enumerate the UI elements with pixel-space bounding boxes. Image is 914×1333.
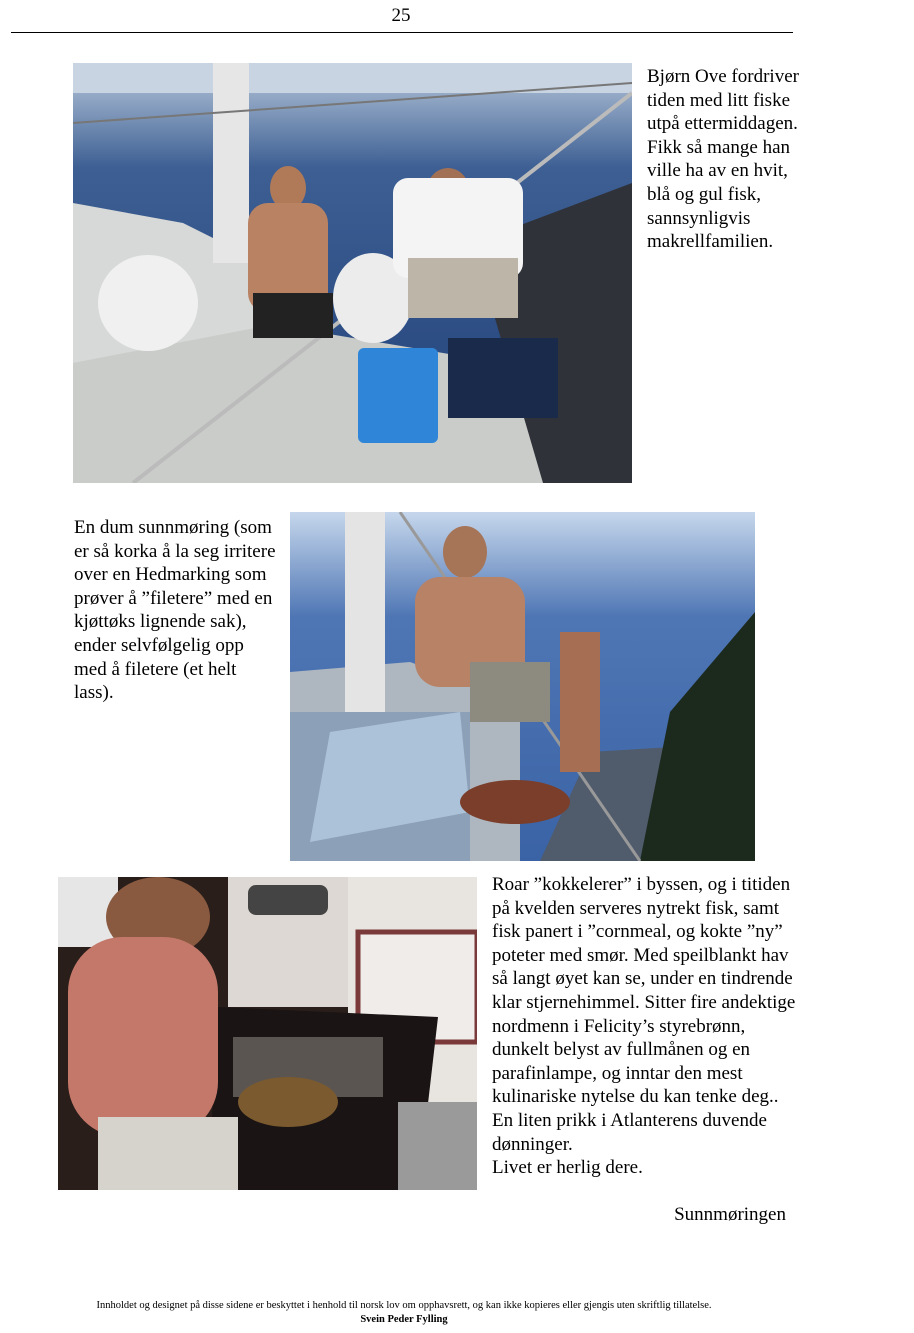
photo-filleting-fish bbox=[290, 512, 755, 861]
caption-cooking-body: Roar ”kokkelerer” i byssen, og i titiden på kvelden serveres nytrekt fisk, samt fisk panert i ”cornmeal, og kokte ”ny” poteter med smør. Med speilblankt hav så langt øyet kan se, under en tindrende klar stjernehimmel. Sitter fire andektige nordmenn i Felicity’s styrebrønn, dunkelt belyst av fullmånen og en parafinlampe, og inntar den mest kulinariske nytelse du kan tenke deg.. En liten prikk i Atlanterens duvende dønninger. bbox=[492, 874, 796, 1155]
footer-author: Svein Peder Fylling bbox=[360, 1314, 448, 1325]
caption-cooking-closing: Livet er herlig dere. bbox=[492, 1157, 643, 1179]
caption-cooking bbox=[492, 873, 797, 1180]
caption-filleting: En dum sunnmøring (som er så korka å la seg irritere over en Hedmarking som prøver å ”filetere” med en kjøttøks lignende sak), ender selvfølgelig opp med å filetere (et helt lass). bbox=[74, 517, 276, 704]
copyright-notice: Innholdet og designet på disse sidene er beskyttet i henhold til norsk lov om opphavsrett, og kan ikke kopieres eller gjengis uten skriftlig tillatelse. bbox=[96, 1300, 712, 1311]
signature: Sunnmøringen bbox=[674, 1204, 786, 1225]
header-rule bbox=[11, 32, 793, 33]
page-number: 25 bbox=[391, 5, 411, 26]
caption-fishing: Bjørn Ove fordriver tiden med litt fiske utpå ettermiddagen. Fikk så mange han ville ha av en hvit, blå og gul fisk, sannsynligvis makrellfamilien. bbox=[647, 66, 799, 253]
photo-fishing-on-deck bbox=[73, 63, 632, 483]
photo-cooking-galley bbox=[58, 877, 477, 1190]
footer bbox=[0, 1299, 808, 1327]
